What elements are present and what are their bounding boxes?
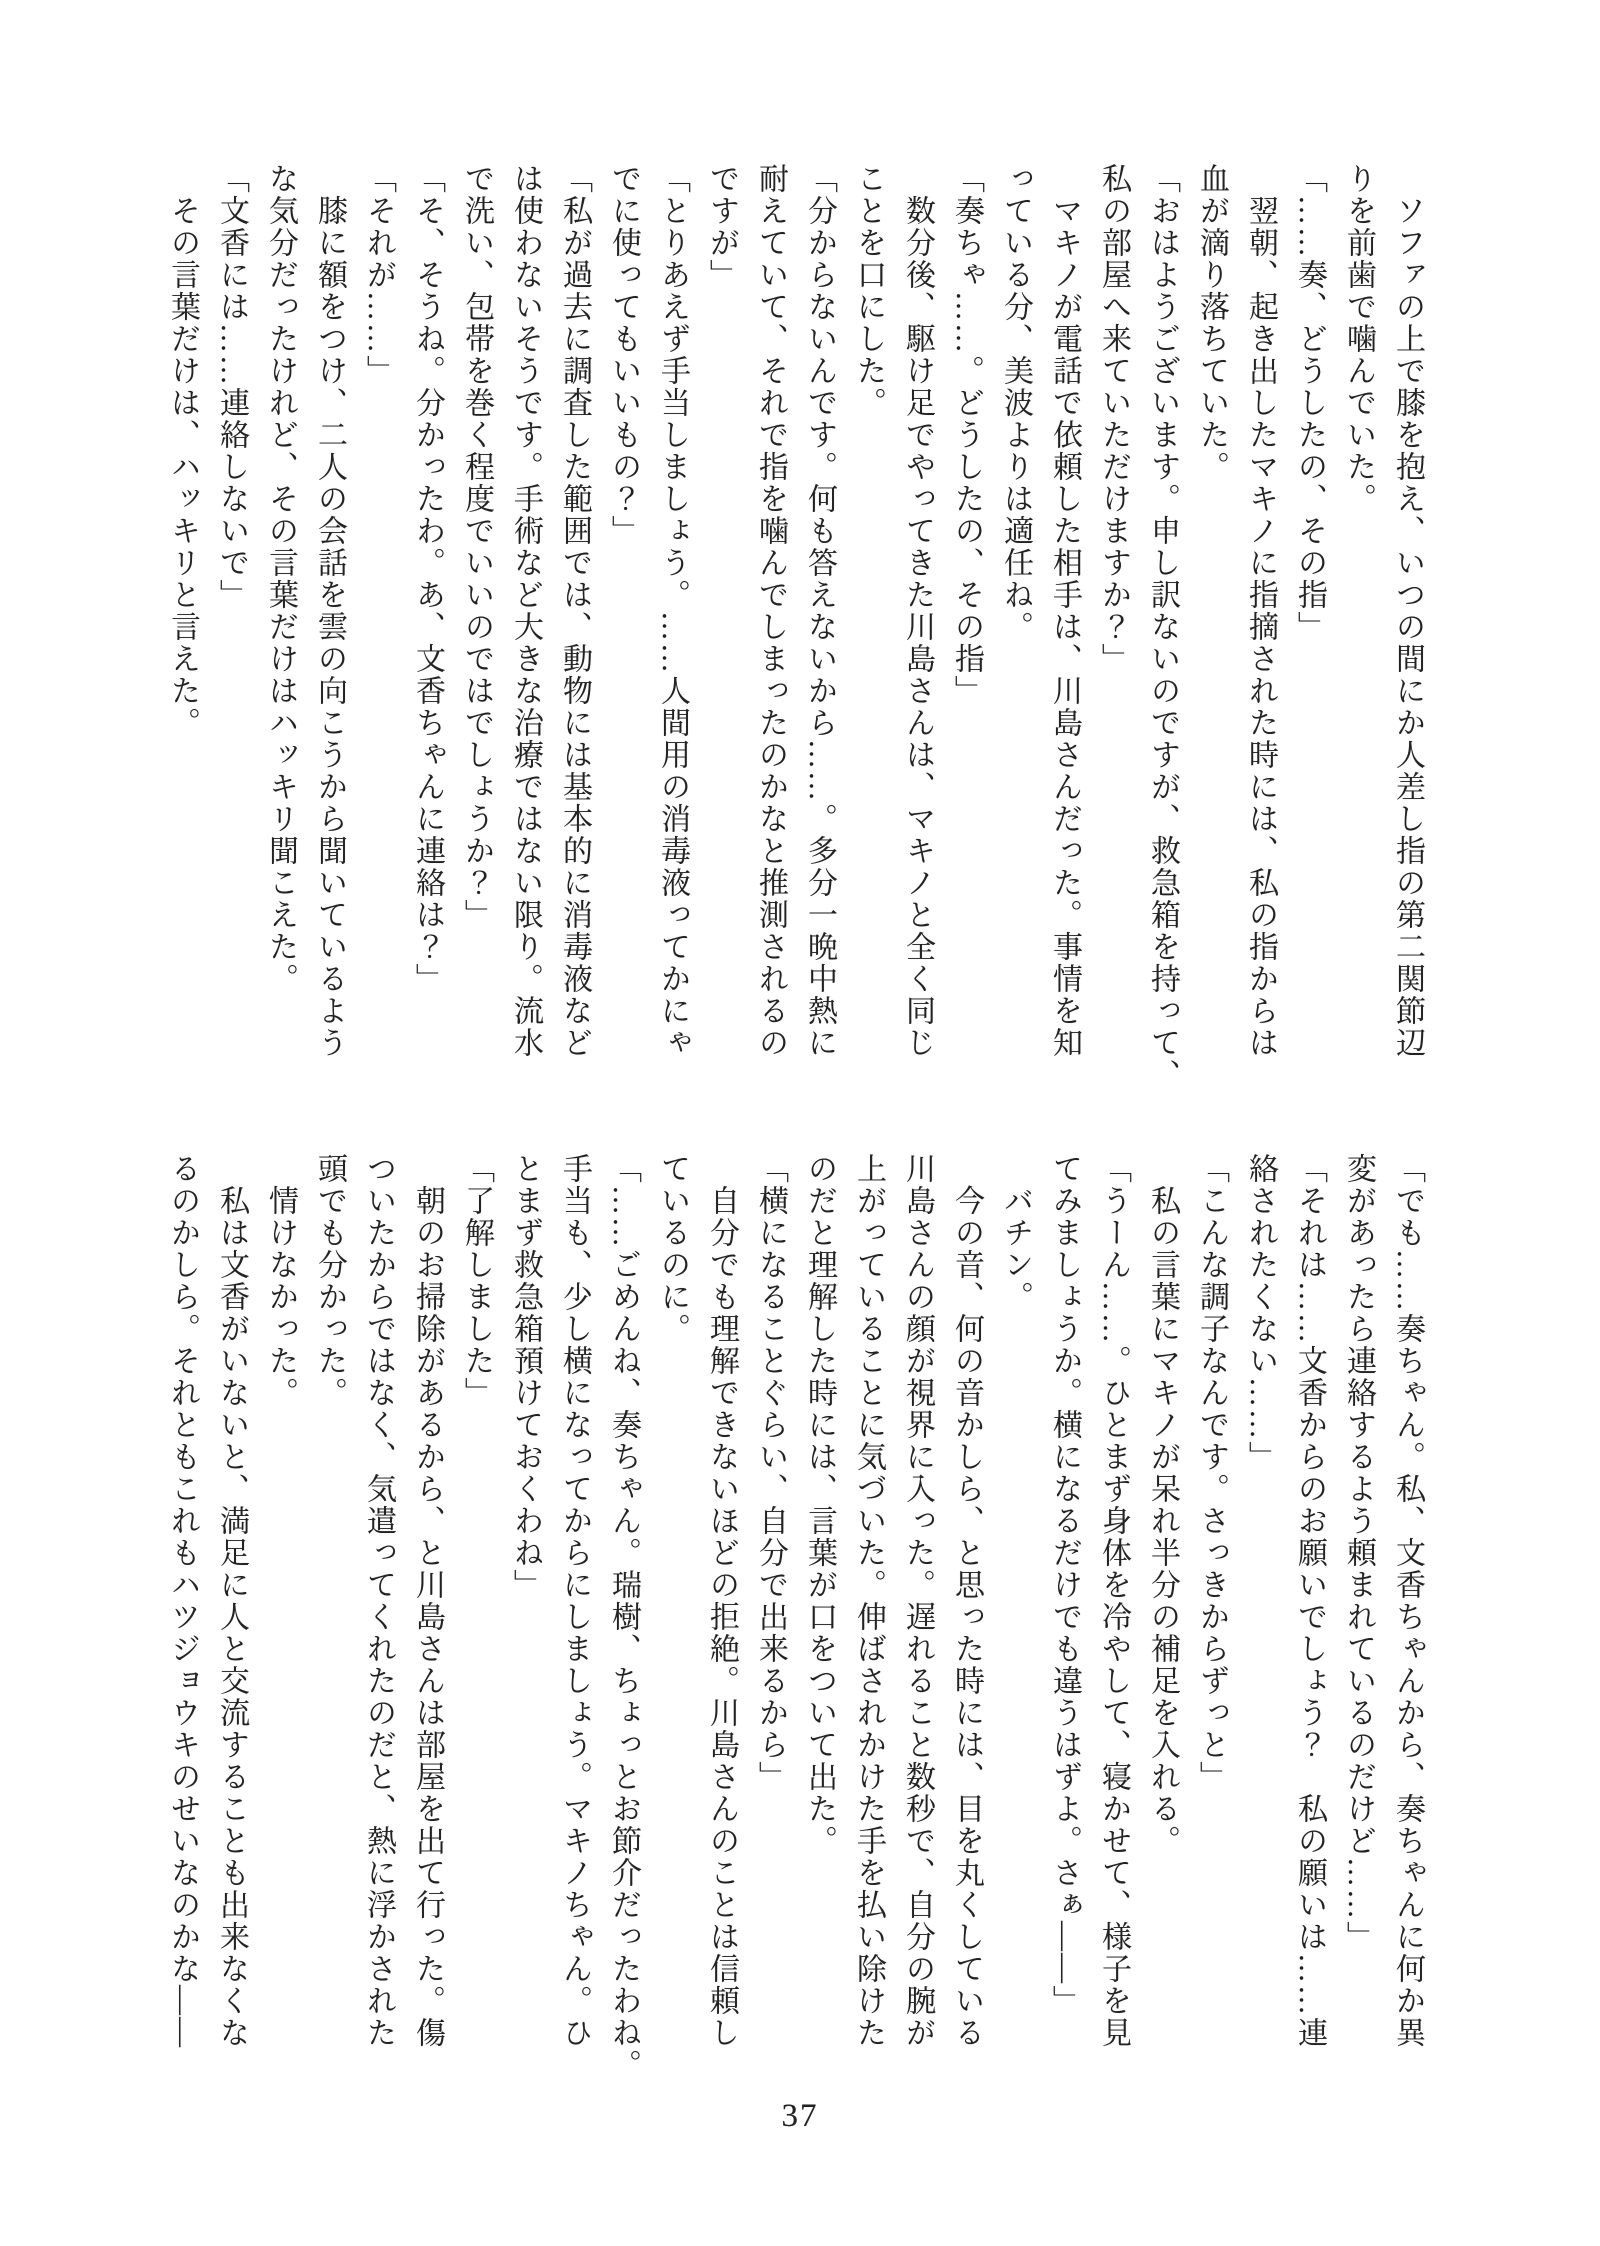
text-column: りを前歯で噛んでいた。 (1342, 163, 1375, 515)
text-column: てみましょうか。横になるだけでも違うはずよ。さぁ——」 (1048, 1153, 1081, 2017)
text-column: 「こんな調子なんです。さっきからずっと」 (1195, 1153, 1228, 1793)
text-column: 血が滴り落ちていた。 (1195, 163, 1228, 483)
text-column: っている分、美波よりは適任ね。 (999, 163, 1032, 643)
text-column: バチン。 (999, 1153, 1032, 1313)
text-column: 私の部屋へ来ていただけますか？」 (1097, 163, 1130, 675)
text-column: その言葉だけは、ハッキリと言えた。 (166, 163, 199, 739)
text-column: 朝のお掃除があるから、と川島さんは部屋を出て行った。傷 (411, 1153, 444, 2049)
text-column: ソファの上で膝を抱え、いつの間にか人差し指の第二関節辺 (1391, 163, 1424, 1059)
text-column: 絡されたくない……」 (1244, 1153, 1277, 1473)
text-block-top (158, 163, 1432, 1108)
text-column: で洗い、包帯を巻く程度でいいのではでしょうか？」 (460, 163, 493, 931)
text-column: マキノが電話で依頼した相手は、川島さんだった。事情を知 (1048, 163, 1081, 1059)
text-column: 頭でも分かった。 (313, 1153, 346, 1409)
text-column: 「文香には……連絡しないで」 (215, 163, 248, 611)
text-column: 「でも……奏ちゃん。私、文香ちゃんから、奏ちゃんに何か異 (1391, 1153, 1424, 2049)
text-column: ですが」 (705, 163, 738, 291)
text-column: 「私が過去に調査した範囲では、動物には基本的に消毒液など (558, 163, 591, 1059)
text-column: 私の言葉にマキノが呆れ半分の補足を入れる。 (1146, 1153, 1179, 1857)
text-column: のだと理解した時には、言葉が口をついて出た。 (803, 1153, 836, 1857)
text-column: 今の音、何の音かしら、と思った時には、目を丸くしている (950, 1153, 983, 2049)
text-column: 「とりあえず手当しましょう。……人間用の消毒液ってかにゃ (656, 163, 689, 1059)
text-column: 手当も、少し横になってからにしましょう。マキノちゃん。ひ (558, 1153, 591, 2049)
text-column: 「了解しました」 (460, 1153, 493, 1409)
text-block-bottom (158, 1153, 1432, 2098)
page-number: 37 (781, 2098, 819, 2134)
text-column: 翌朝、起き出したマキノに指摘された時には、私の指からは (1244, 163, 1277, 1059)
text-column: 「……奏、どうしたの、その指」 (1293, 163, 1326, 643)
text-column: 「うーん……。ひとまず身体を冷やして、寝かせて、様子を見 (1097, 1153, 1130, 2049)
text-column: 「それが……」 (362, 163, 395, 387)
text-column: 「それは……文香からのお願いでしょう？ 私の願いは……連 (1293, 1153, 1326, 2049)
text-column: ことを口にした。 (852, 163, 885, 419)
text-column: な気分だったけれど、その言葉だけはハッキリ聞こえた。 (264, 163, 297, 995)
text-column: とまず救急箱預けておくわね」 (509, 1153, 542, 1601)
text-column: 「横になることぐらい、自分で出来るから」 (754, 1153, 787, 1793)
text-column: 膝に額をつけ、二人の会話を雲の向こうから聞いているよう (313, 163, 346, 1059)
text-column: ついたからではなく、気遣ってくれたのだと、熱に浮かされた (362, 1153, 395, 2049)
text-column: るのかしら。それともこれもハツジョウキのせいなのかな—— (166, 1153, 199, 2049)
text-column: 「……ごめんね、奏ちゃん。瑞樹、ちょっとお節介だったわね。 (607, 1153, 640, 2081)
text-column: でに使ってもいいもの？」 (607, 163, 640, 547)
text-column: 数分後、駆け足でやってきた川島さんは、マキノと全く同じ (901, 163, 934, 1059)
text-column: 自分でも理解できないほどの拒絶。川島さんのことは信頼し (705, 1153, 738, 2049)
text-column: 情けなかった。 (264, 1153, 297, 1409)
text-column: 川島さんの顔が視界に入った。遅れること数秒で、自分の腕が (901, 1153, 934, 2049)
text-column: 耐えていて、それで指を噛んでしまったのかなと推測されるの (754, 163, 787, 1059)
text-column: 私は文香がいないと、満足に人と交流することも出来なくな (215, 1153, 248, 2049)
text-column: は使わないそうです。手術など大きな治療ではない限り。流水 (509, 163, 542, 1059)
text-column: 「分からないんです。何も答えないから……。多分一晩中熱に (803, 163, 836, 1059)
text-column: 「おはようございます。申し訳ないのですが、救急箱を持って、 (1146, 163, 1179, 1091)
text-column: 「そ、そうね。分かったわ。あ、文香ちゃんに連絡は？」 (411, 163, 444, 995)
text-column: 上がっていることに気づいた。伸ばされかけた手を払い除けた (852, 1153, 885, 2049)
text-column: 変があったら連絡するよう頼まれているのだけど……」 (1342, 1153, 1375, 1953)
text-column: 「奏ちゃ……。どうしたの、その指」 (950, 163, 983, 707)
text-column: ているのに。 (656, 1153, 689, 1345)
